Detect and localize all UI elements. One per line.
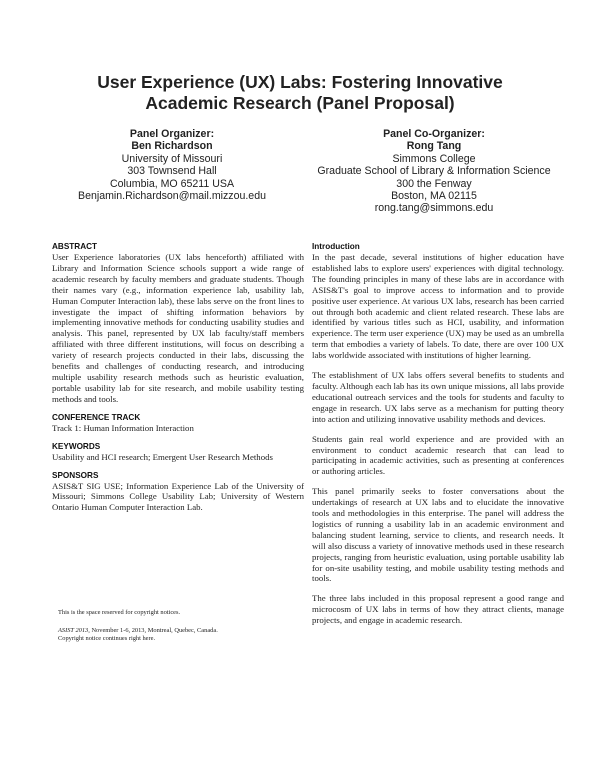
right-column bbox=[312, 242, 564, 626]
paper-title: User Experience (UX) Labs: Fostering Innovative Academic Research (Panel Proposal) bbox=[97, 72, 503, 113]
organizer-address-line-2: Columbia, MO 65211 USA bbox=[109, 177, 235, 190]
co-organizer-address-line-2: Boston, MA 02115 bbox=[391, 190, 477, 203]
organizer-address-line-1: 303 Townsend Hall bbox=[127, 165, 217, 178]
co-organizer-affiliation-1: Simmons College bbox=[392, 152, 476, 165]
left-column bbox=[52, 242, 304, 513]
introduction-paragraph: The establishment of UX labs offers several benefits to students and faculty. Although each lab has its own unique missions, all labs provide educational outreach services and the tools for students and faculty to engage in research. UX labs serve as a mechanism for putting theory into action and utilizing innovative usability methods and devices. bbox=[312, 370, 564, 424]
introduction-paragraph: In the past decade, several institutions of higher education have established labs to explore users' experiences with digital technology. The founding principles in many of these labs are in accordance with ASIS&T's goal to improve access to information and to provide positive user experience. At various UX labs, research has been carried out through both academic and client related research. These labs are identified by various titles such as HCI, usability, and information experience. The term user experience (UX) may be used as an umbrella term that embodies a variety of labels. To date, there are over 100 UX labs worldwide associated with institutions of higher learning. bbox=[312, 252, 564, 361]
co-organizer-address-line-1: 300 the Fenway bbox=[396, 177, 472, 190]
venue-details: November 1-6, 2013, Montreal, Quebec, Canada. bbox=[89, 626, 218, 634]
organizer-email: Benjamin.Richardson@mail.mizzou.edu bbox=[78, 190, 266, 203]
venue-name: ASIST 2013, bbox=[58, 626, 90, 634]
organizer-role: Panel Organizer: bbox=[129, 128, 215, 140]
introduction-heading: Introduction bbox=[312, 242, 360, 251]
organizer-name: Ben Richardson bbox=[131, 140, 213, 153]
organizer-block bbox=[27, 128, 317, 202]
introduction-paragraph: Students gain real world experience and are provided with an environment to conduct academic research that can lead to participating in academic activities, such as presenting at conferences or authoring articles. bbox=[312, 433, 564, 477]
abstract-text: User Experience laboratories (UX labs henceforth) affiliated with Library and Information Science schools support a wide range of academic research by faculty members and graduate students. Though their names vary (e.g., information experience lab, usability lab, Human Computer Interaction lab), these labs serve on the front lines to investigate the impact of shifting information behaviors by implementing innovative methods for conducting usability studies and analysis. This panel, represented by UX lab faculty/staff members affiliated with three different institutions, will focus on describing a variety of research projects conducted in their labs, discussing the benefits and challenges of conducting research, and introducing multiple usability research methods such as heuristic evaluation, portable usability lab for site research, and mobile usability testing methods and tools. bbox=[52, 252, 304, 404]
co-organizer-block bbox=[284, 128, 584, 215]
co-organizer-name: Rong Tang bbox=[406, 140, 462, 153]
copyright-note: This is the space reserved for copyright notices. bbox=[58, 609, 181, 616]
conference-track-heading: CONFERENCE TRACK bbox=[52, 412, 141, 422]
co-organizer-email: rong.tang@simmons.edu bbox=[374, 202, 494, 215]
venue-line bbox=[58, 627, 298, 636]
co-organizer-affiliation-2: Graduate School of Library & Information Science bbox=[317, 165, 551, 178]
sponsors-text: ASIS&T SIG USE; Information Experience Lab of the University of Missouri; Simmons College Usability Lab; University of Western Ontario Human Computer Interaction Lab. bbox=[52, 480, 304, 513]
copyright-block bbox=[58, 609, 298, 644]
abstract-heading: ABSTRACT bbox=[52, 242, 98, 251]
keywords-text: Usability and HCI research; Emergent User Research Methods bbox=[52, 451, 273, 462]
sponsors-heading: SPONSORS bbox=[52, 470, 99, 480]
introduction-paragraph: The three labs included in this proposal represent a good range and microcosm of UX labs in terms of how they attract clients, manage projects, and engage in academic research. bbox=[312, 593, 564, 626]
co-organizer-role: Panel Co-Organizer: bbox=[383, 128, 485, 140]
introduction-paragraph: This panel primarily seeks to foster conversations about the undertakings of research at UX labs and to elucidate the innovative tools and methodologies in this enterprise. The panel will address the logistics of running a usability lab in an academic environment and balancing student learning, service to clients, and research needs. It will also discuss a variety of innovative methods used in these research projects, ranging from heuristic evaluation, using portable usability lab for on-site usability testing, and mobile usability testing methods and tools. bbox=[312, 486, 564, 584]
keywords-heading: KEYWORDS bbox=[52, 441, 101, 451]
conference-track-text: Track 1: Human Information Interaction bbox=[52, 422, 194, 433]
organizer-affiliation: University of Missouri bbox=[121, 152, 223, 165]
copyright-continues: Copyright notice continues right here. bbox=[58, 635, 156, 643]
